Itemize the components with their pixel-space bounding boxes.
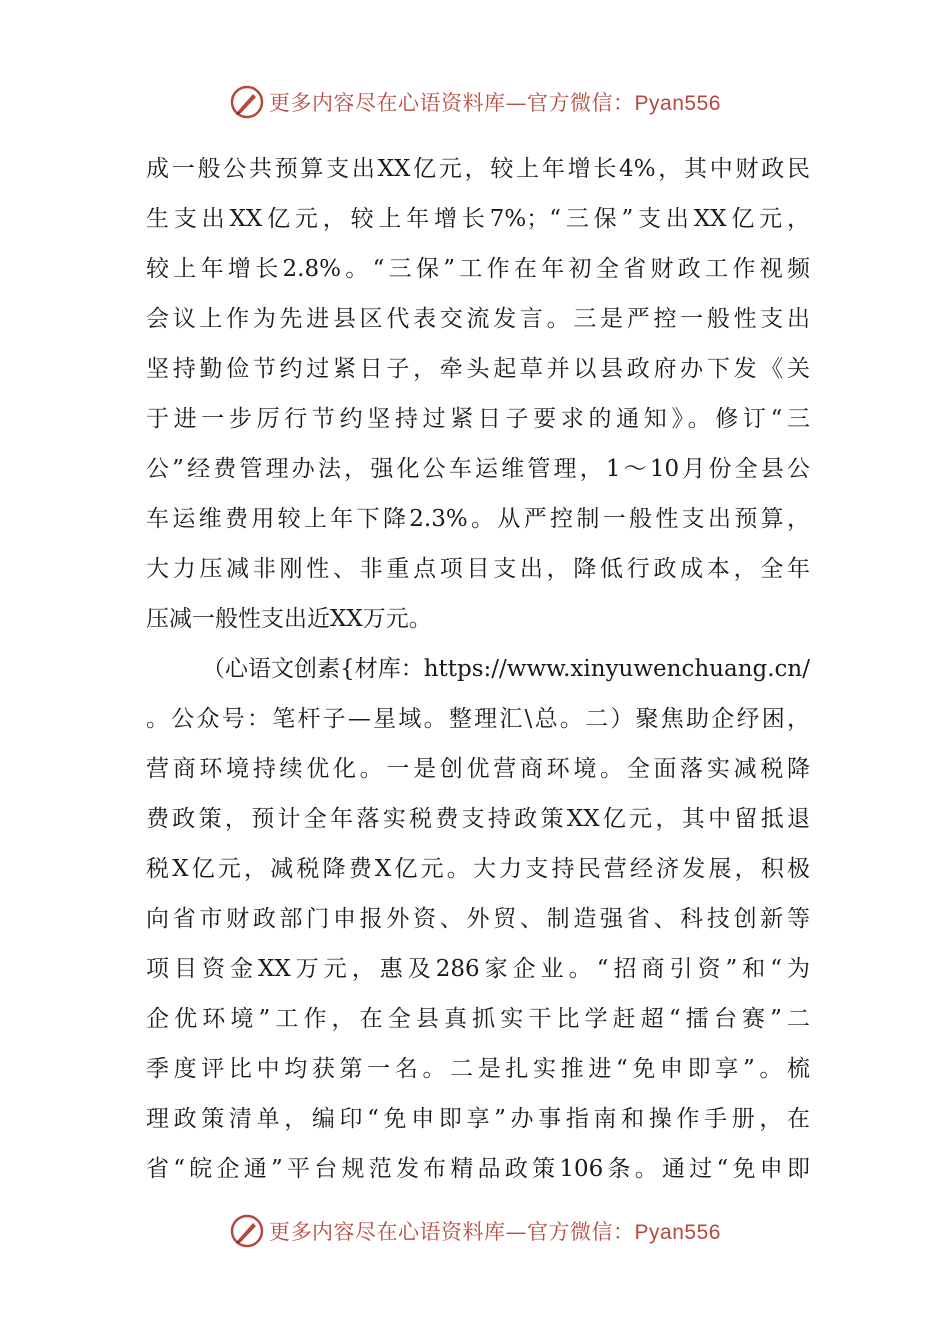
text-line: 会议上作为先进县区代表交流发言。三是严控一般性支出 [146,306,810,332]
text-line: 企优环境”工作，在全县真抓实干比学赶超“擂台赛”二 [146,1006,810,1032]
text-line: 大力压减非刚性、非重点项目支出，降低行政成本，全年 [146,556,810,582]
text-line: 。公众号：笔杆子—星域。整理汇\总。二）聚焦助企纾困， [146,706,810,732]
text-line: 营商环境持续优化。一是创优营商环境。全面落实减税降 [146,756,810,782]
pen-logo-icon [229,1213,265,1249]
text-line: 费政策，预计全年落实税费支持政策XX亿元，其中留抵退 [146,806,810,832]
text-line: 较上年增长2.8%。“三保”工作在年初全省财政工作视频 [146,256,810,282]
header-watermark [0,82,950,122]
text-line: 理政策清单，编印“免申即享”办事指南和操作手册，在 [146,1106,810,1132]
text-line: 坚持勤俭节约过紧日子，牵头起草并以县政府办下发《关 [146,356,810,382]
text-line: 公”经费管理办法，强化公车运维管理，1～10月份全县公 [146,456,810,482]
text-line: 成一般公共预算支出XX亿元，较上年增长4%，其中财政民 [146,156,810,182]
text-line: 生支出XX亿元，较上年增长7%；“三保”支出XX亿元， [146,206,810,232]
text-line: 省“皖企通”平台规范发布精品政策106条。通过“免申即 [146,1156,810,1182]
text-line: 项目资金XX万元，惠及286家企业。“招商引资”和“为 [146,956,810,982]
document-body [146,144,810,1194]
watermark-text: 更多内容尽在心语资料库—官方微信：Pyan556 [269,1220,721,1244]
text-line: 税X亿元，减税降费X亿元。大力支持民营经济发展，积极 [146,856,810,882]
text-line: 向省市财政部门申报外资、外贸、制造强省、科技创新等 [146,906,810,932]
watermark-text: 更多内容尽在心语资料库—官方微信：Pyan556 [269,91,721,115]
text-line: 车运维费用较上年下降2.3%。从严控制一般性支出预算， [146,506,810,532]
text-line: 压减一般性支出近XX万元。 [146,606,432,632]
text-line: 季度评比中均获第一名。二是扎实推进“免申即享”。梳 [146,1056,810,1082]
text-line: 于进一步厉行节约坚持过紧日子要求的通知》。修订“三 [146,406,810,432]
footer-watermark [0,1211,950,1251]
pen-logo-icon [229,84,265,120]
text-line: （心语文创素{材库：https://www.xinyuwenchuang.cn/ [202,656,810,682]
